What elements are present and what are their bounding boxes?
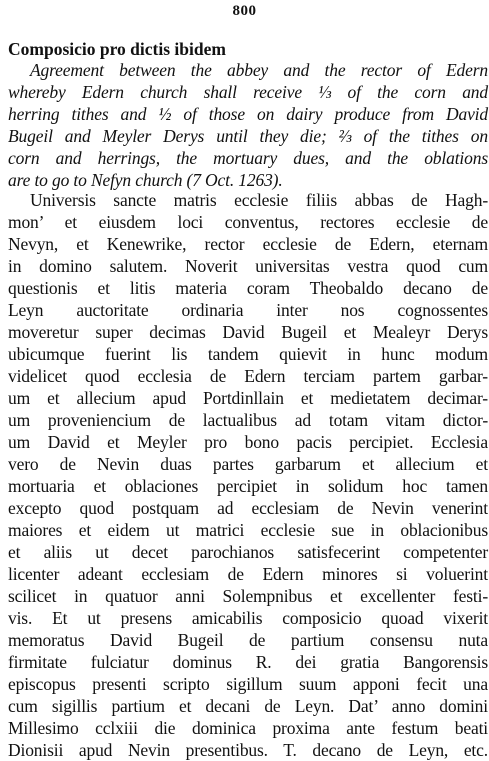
body-line: um proveniencium de lactualibus ad totam vitam dictor- <box>8 410 488 430</box>
body-line: cum sigillis partium et decani de Leyn. Dat’ anno domini <box>8 696 488 716</box>
body-line: firmitate fulciatur dominus R. dei gratia Bangorensis <box>8 652 488 672</box>
summary-line: Bugeil and Meyler Derys until they die; ⅔ of the tithes on <box>8 126 488 146</box>
body-line: memoratus David Bugeil de partium consensu nuta <box>8 630 488 650</box>
body-line: maiores et eidem ut matrici ecclesie sue in oblacionibus <box>8 520 488 540</box>
body-line: moveretur super decimas David Bugeil et Mealeyr Derys <box>8 322 488 342</box>
body-line: et aliis ut decet parochianos satisfecerint competenter <box>8 542 488 562</box>
body-line: licenter adeant ecclesiam de Edern minores si voluerint <box>8 564 488 584</box>
summary-line: whereby Edern church shall receive ⅓ of the corn and <box>8 82 488 102</box>
english-summary <box>8 59 488 191</box>
section-heading: Composicio pro dictis ibidem <box>8 39 226 59</box>
latin-charter-text <box>8 189 488 761</box>
body-line: in domino salutem. Noverit universitas vestra quod cum <box>8 256 488 276</box>
body-line: Dionisii apud Nevin presentibus. T. decano de Leyn, etc. <box>8 740 488 760</box>
page-number: 800 <box>232 3 257 19</box>
summary-line: are to go to Nefyn church (7 Oct. 1263). <box>8 170 283 190</box>
body-line: ubicumque fuerint lis tandem quievit in hunc modum <box>8 344 488 364</box>
body-line: scilicet in quatuor anni Solempnibus et excellenter festi- <box>8 586 488 606</box>
body-line: excepto quod postquam ad ecclesiam de Nevin venerint <box>8 498 488 518</box>
body-line: vis. Et ut presens amicabilis composicio quoad vixerit <box>8 608 488 628</box>
body-line: mon’ et eiusdem loci conventus, rectores ecclesie de <box>8 212 488 232</box>
summary-line: Agreement between the abbey and the rector of Edern <box>30 60 488 80</box>
body-line: Leyn auctoritate ordinaria inter nos cognossentes <box>8 300 488 320</box>
body-line: mortuaria et oblaciones percipiet in solidum hoc tamen <box>8 476 488 496</box>
body-line: episcopus presenti scripto sigillum suum apponi fecit una <box>8 674 488 694</box>
body-line: videlicet quod ecclesia de Edern terciam partem garbar- <box>8 366 488 386</box>
summary-line: corn and herrings, the mortuary dues, and the oblations <box>8 148 488 168</box>
body-line: Nevyn, et Kenewrike, rector ecclesie de Edern, eternam <box>8 234 488 254</box>
body-line: questionis et litis materia coram Theobaldo decano de <box>8 278 488 298</box>
body-line: Millesimo cclxiii die dominica proxima ante festum beati <box>8 718 488 738</box>
body-line: Universis sancte matris ecclesie filiis abbas de Hagh- <box>30 190 488 210</box>
summary-line: herring tithes and ½ of those on dairy produce from David <box>8 104 488 124</box>
body-line: um et allecium apud Portdinllain et medietatem decimar- <box>8 388 488 408</box>
body-line: um David et Meyler pro bono pacis percipiet. Ecclesia <box>8 432 488 452</box>
body-line: vero de Nevin duas partes garbarum et allecium et <box>8 454 488 474</box>
